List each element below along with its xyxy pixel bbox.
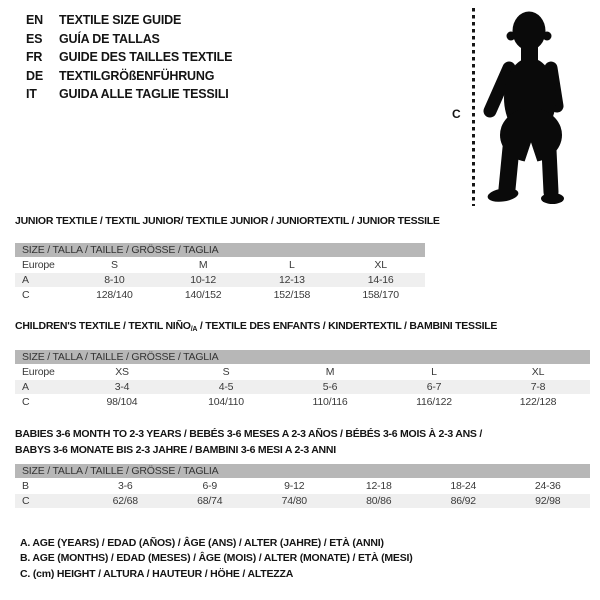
footnote-height-cm: C. (cm) HEIGHT / ALTURA / HAUTEUR / HÖHE / ALTEZZA: [20, 567, 294, 580]
language-code: DE: [26, 68, 43, 83]
height-cell: 98/104: [106, 396, 138, 408]
size-cell: XL: [374, 259, 387, 271]
age-cell: 12-18: [365, 480, 392, 492]
junior-textile-section: [15, 215, 440, 301]
height-cell: 104/110: [208, 396, 244, 408]
height-cell: 140/152: [184, 289, 222, 301]
row-label: B: [22, 480, 29, 492]
language-code: EN: [26, 13, 43, 27]
table-title-childrens: [15, 320, 590, 336]
height-cell: 86/92: [450, 495, 476, 507]
title-subscript: /A: [190, 326, 198, 333]
height-cell: 122/128: [519, 396, 557, 408]
guide-title: GUIDA ALLE TAGLIE TESSILI: [59, 87, 229, 101]
size-header-bar: SIZE / TALLA / TAILLE / GRÖSSE / TAGLIA: [15, 243, 425, 257]
table-row-age-months: [15, 479, 590, 493]
row-label: C: [22, 396, 30, 408]
height-cell: 116/122: [416, 396, 452, 408]
height-cell: 62/68: [112, 495, 138, 507]
age-cell: 10-12: [190, 274, 217, 286]
table-row-europe: [15, 258, 425, 272]
language-row: [26, 85, 232, 104]
table-row-height: [15, 395, 590, 409]
row-label: C: [22, 495, 30, 507]
language-code: IT: [26, 87, 37, 101]
row-label: Europe: [22, 259, 55, 271]
title-part: CHILDREN'S TEXTILE / TEXTIL NIÑO: [15, 320, 191, 332]
age-cell: 12-13: [278, 274, 305, 286]
guide-title: TEXTILE SIZE GUIDE: [59, 13, 182, 27]
language-row: [26, 11, 232, 30]
age-cell: 6-9: [202, 480, 218, 492]
row-label: C: [22, 289, 30, 301]
language-title-block: [26, 11, 232, 104]
size-header-bar: SIZE / TALLA / TAILLE / GRÖSSE / TAGLIA: [15, 350, 590, 364]
size-cell: L: [431, 366, 437, 378]
age-cell: 5-6: [322, 381, 338, 393]
guide-title: TEXTILGRÖßENFÜHRUNG: [59, 68, 215, 83]
height-cell: 80/86: [366, 495, 392, 507]
language-row: [26, 67, 232, 86]
age-cell: 4-5: [218, 381, 234, 393]
age-cell: 3-6: [117, 480, 133, 492]
size-cell: S: [110, 259, 118, 271]
language-row: [26, 48, 232, 67]
table-title-babies: [15, 427, 590, 458]
guide-title: GUÍA DE TALLAS: [59, 31, 160, 46]
row-label: Europe: [22, 366, 55, 378]
table-row-europe: [15, 365, 590, 379]
baby-toddler-silhouette-icon: [480, 8, 580, 208]
size-table-junior: [15, 243, 425, 303]
language-code: ES: [26, 31, 43, 46]
height-cell: 74/80: [281, 495, 307, 507]
size-cell: XL: [531, 366, 545, 378]
size-cell: M: [325, 366, 335, 378]
table-row-height: [15, 494, 590, 508]
age-cell: 6-7: [426, 381, 442, 393]
size-table-babies: [15, 464, 590, 509]
table-row-age: [15, 380, 590, 394]
height-cell: 68/74: [197, 495, 223, 507]
age-cell: 9-12: [284, 480, 305, 492]
size-table-childrens: [15, 350, 590, 410]
table-row-height: [15, 288, 425, 302]
row-label: A: [22, 381, 29, 393]
age-cell: 3-4: [114, 381, 130, 393]
age-cell: 7-8: [530, 381, 546, 393]
guide-title: GUIDE DES TAILLES TEXTILE: [59, 50, 233, 64]
title-line-1: BABIES 3-6 MONTH TO 2-3 YEARS / BEBÉS 3-6 MESES A 2-3 AÑOS / BÉBÉS 3-6 MOIS À 2-3 ANS /: [15, 428, 483, 440]
height-cell: 110/116: [312, 396, 348, 408]
language-row: [26, 30, 232, 49]
height-cell: 92/98: [535, 495, 561, 507]
size-cell: XS: [115, 366, 129, 378]
age-cell: 8-10: [104, 274, 125, 286]
table-title-junior: JUNIOR TEXTILE / TEXTIL JUNIOR/ TEXTILE JUNIOR / JUNIORTEXTIL / JUNIOR TESSILE: [15, 215, 440, 227]
age-cell: 24-36: [534, 480, 561, 492]
footnote-age-years: A. AGE (YEARS) / EDAD (AÑOS) / ÂGE (ANS) / ALTER (JAHRE) / ETÀ (ANNI): [20, 537, 384, 549]
size-header-bar: SIZE / TALLA / TAILLE / GRÖSSE / TAGLIA: [15, 464, 590, 478]
language-code: FR: [26, 50, 43, 64]
height-measure-label: C: [452, 107, 461, 121]
title-line-2: BABYS 3-6 MONATE BIS 2-3 JAHRE / BAMBINI 3-6 MESI A 2-3 ANNI: [15, 443, 336, 456]
height-cell: 128/140: [96, 289, 133, 301]
title-part: / TEXTILE DES ENFANTS / KINDERTEXTIL / BAMBINI TESSILE: [197, 320, 498, 332]
footnote-age-months: B. AGE (MONTHS) / EDAD (MESES) / ÂGE (MOIS) / ALTER (MONATE) / ETÀ (MESI): [20, 552, 413, 565]
height-cell: 158/170: [362, 289, 399, 301]
size-cell: S: [222, 366, 230, 378]
legend-footnotes: [20, 536, 413, 582]
height-cell: 152/158: [273, 289, 311, 301]
table-row-age: [15, 273, 425, 287]
size-cell: M: [198, 259, 208, 271]
size-cell: L: [289, 259, 295, 271]
row-label: A: [22, 274, 29, 286]
babies-textile-section: [15, 427, 590, 507]
age-cell: 18-24: [450, 480, 477, 492]
age-cell: 14-16: [367, 274, 394, 286]
childrens-textile-section: [15, 320, 590, 408]
height-dashed-line: [472, 8, 475, 206]
